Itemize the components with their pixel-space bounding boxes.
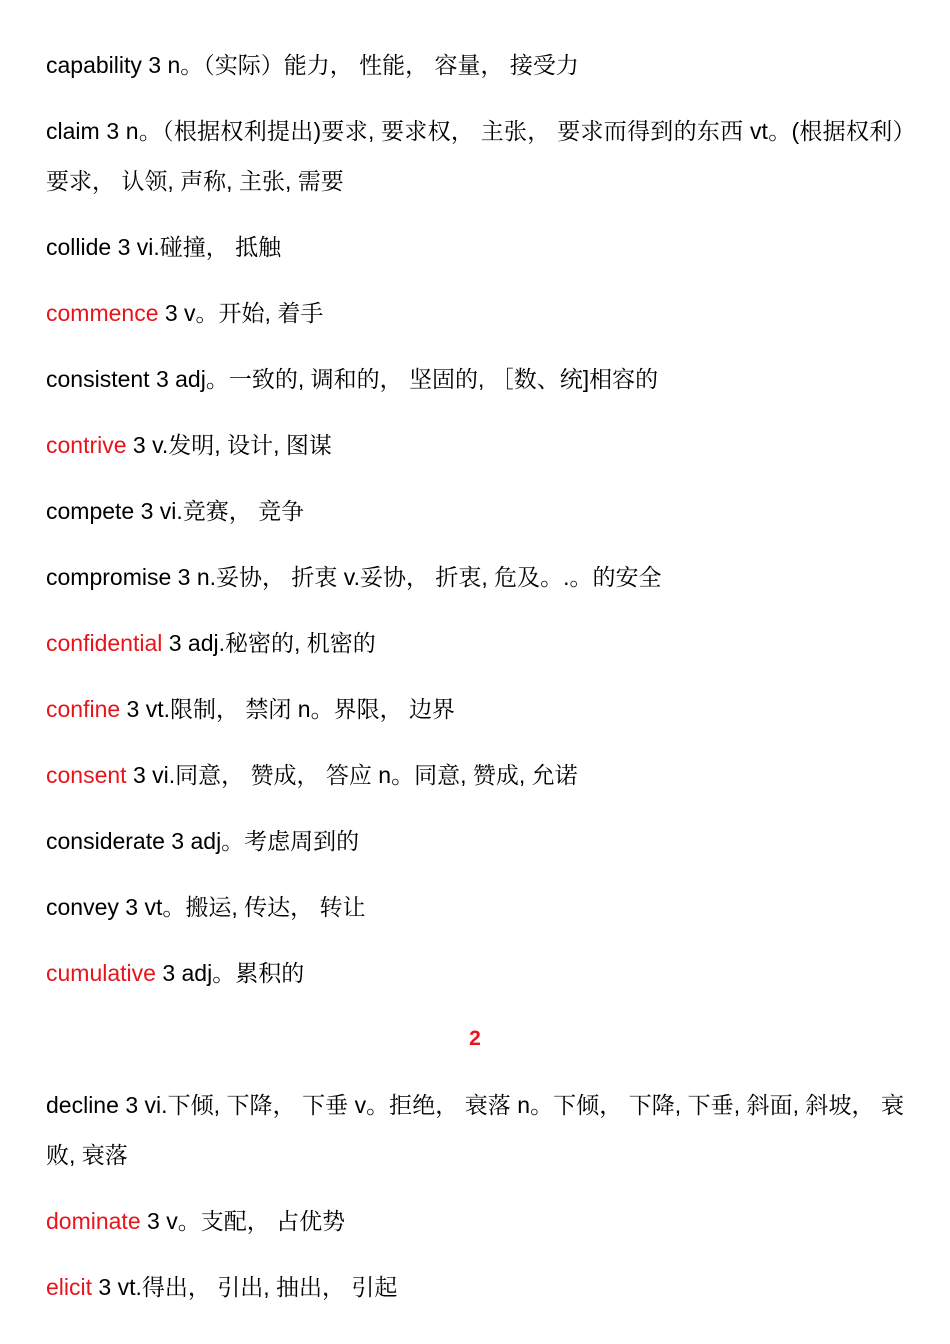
vocab-word-highlighted: confidential bbox=[46, 630, 163, 656]
vocab-entry bbox=[46, 882, 904, 932]
vocab-entry bbox=[46, 1080, 904, 1180]
vocab-definition: 3 v。开始, 着手 bbox=[158, 300, 324, 326]
vocab-word-highlighted: cumulative bbox=[46, 960, 156, 986]
vocab-definition: 3 vt.得出， 引出, 抽出， 引起 bbox=[92, 1274, 398, 1300]
vocab-word-highlighted: contrive bbox=[46, 432, 127, 458]
vocab-entry bbox=[46, 618, 904, 668]
vocab-entry bbox=[46, 684, 904, 734]
vocab-word: consistent bbox=[46, 366, 150, 392]
vocab-definition: 3 adj。一致的, 调和的， 坚固的, ［数、统]相容的 bbox=[149, 366, 659, 392]
section-number: 2 bbox=[469, 1027, 481, 1050]
vocab-entry bbox=[46, 354, 904, 404]
vocab-definition: 3 v。支配， 占优势 bbox=[140, 1208, 346, 1234]
vocab-definition: 3 n。（根据权利提出)要求, 要求权， 主张， 要求而得到的东西 vt。(根据权利）要求， 认领, 声称, 主张, 需要 bbox=[46, 118, 904, 194]
vocab-definition: 3 vt.限制， 禁闭 n。界限， 边界 bbox=[120, 696, 455, 722]
vocab-definition: 3 vi.下倾, 下降， 下垂 v。拒绝， 衰落 n。下倾， 下降, 下垂, 斜面, 斜坡， 衰败, 衰落 bbox=[46, 1092, 904, 1168]
vocab-definition: 3 adj.秘密的, 机密的 bbox=[162, 630, 376, 656]
vocab-entry bbox=[46, 40, 904, 90]
vocab-definition: 3 adj。考虑周到的 bbox=[164, 828, 360, 854]
vocab-word: convey bbox=[46, 894, 119, 920]
vocab-entry bbox=[46, 288, 904, 338]
vocab-word: decline bbox=[46, 1092, 119, 1118]
vocab-definition: 3 vt。搬运, 传达， 转让 bbox=[118, 894, 366, 920]
vocab-definition: 3 n.妥协， 折衷 v.妥协， 折衷, 危及。.。的安全 bbox=[171, 564, 662, 590]
vocab-definition: 3 vi.碰撞， 抵触 bbox=[111, 234, 282, 260]
vocab-entry bbox=[46, 750, 904, 800]
vocab-word-highlighted: elicit bbox=[46, 1274, 93, 1300]
vocab-definition: 3 n。（实际）能力， 性能， 容量， 接受力 bbox=[141, 52, 579, 78]
document-page bbox=[46, 40, 904, 1328]
vocab-entry bbox=[46, 486, 904, 536]
vocab-entry bbox=[46, 420, 904, 470]
vocab-definition: 3 vi.竞赛， 竞争 bbox=[134, 498, 305, 524]
vocab-entry bbox=[46, 222, 904, 272]
vocab-word-highlighted: dominate bbox=[46, 1208, 141, 1234]
vocab-definition: 3 v.发明, 设计, 图谋 bbox=[126, 432, 332, 458]
vocab-word: collide bbox=[46, 234, 112, 260]
vocab-entry bbox=[46, 1196, 904, 1246]
vocab-entry bbox=[46, 1262, 904, 1312]
vocab-definition: 3 vi.同意， 赞成， 答应 n。同意, 赞成, 允诺 bbox=[126, 762, 578, 788]
vocab-word-highlighted: consent bbox=[46, 762, 127, 788]
vocab-definition: 3 adj。累积的 bbox=[155, 960, 305, 986]
vocab-word: compete bbox=[46, 498, 135, 524]
vocab-entry bbox=[46, 552, 904, 602]
vocab-entry bbox=[46, 948, 904, 998]
vocab-word-highlighted: commence bbox=[46, 300, 159, 326]
vocab-word: capability bbox=[46, 52, 142, 78]
vocab-word: claim bbox=[46, 118, 100, 144]
vocab-entry bbox=[46, 106, 904, 206]
vocab-word: compromise bbox=[46, 564, 172, 590]
vocab-word-highlighted: confine bbox=[46, 696, 121, 722]
vocab-entry bbox=[46, 816, 904, 866]
vocab-word: considerate bbox=[46, 828, 165, 854]
